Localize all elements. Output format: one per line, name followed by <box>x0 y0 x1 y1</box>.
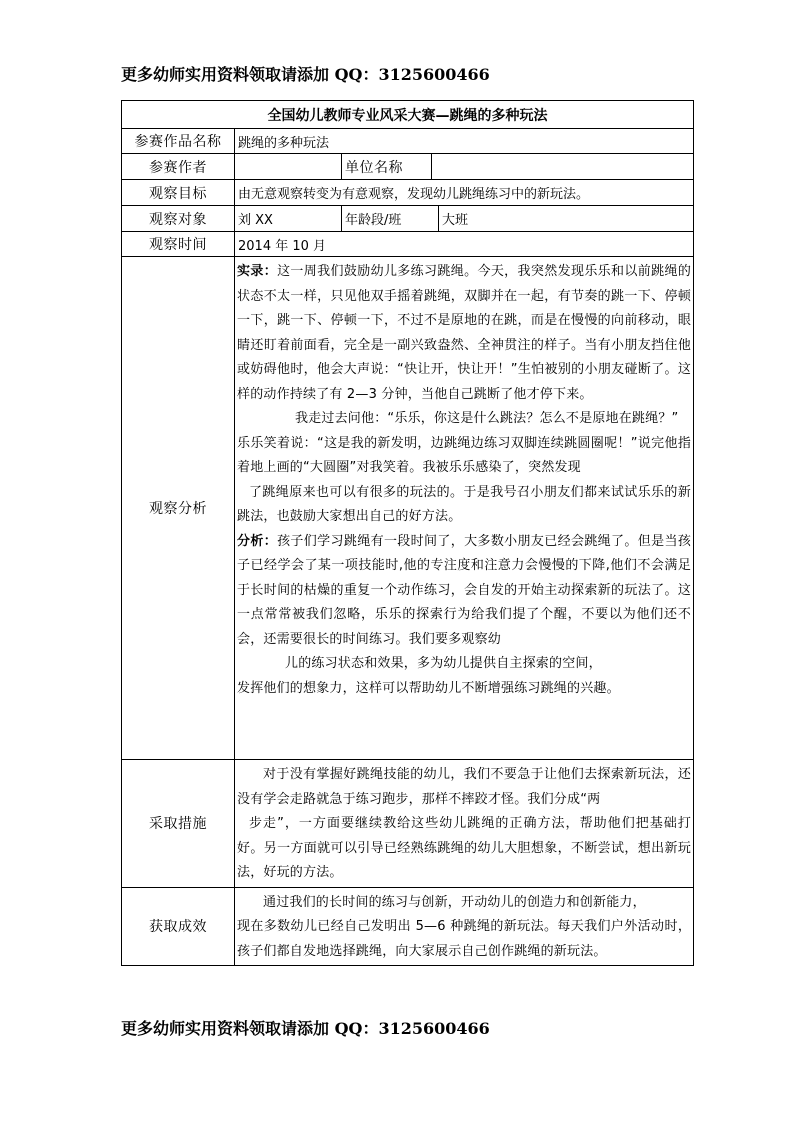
record-paragraph-1 <box>237 260 691 407</box>
time-label: 观察时间 <box>122 232 235 257</box>
goal-value: 由无意观察转变为有意观察，发现幼儿跳绳练习中的新玩法。 <box>235 180 694 206</box>
analysis-content <box>235 257 694 760</box>
unit-label: 单位名称 <box>342 154 432 180</box>
subject-label: 观察对象 <box>122 206 235 232</box>
row-results <box>122 887 694 966</box>
work-name-label: 参赛作品名称 <box>122 129 235 154</box>
analysis-paragraph-3: 发挥他们的想象力，这样可以帮助幼儿不断增强练习跳绳的兴趣。 <box>237 680 620 696</box>
footer-promo-text: 更多幼师实用资料领取请添加 QQ：3125600466 <box>121 1019 490 1038</box>
table-title: 全国幼儿教师专业风采大赛—跳绳的多种玩法 <box>122 101 694 129</box>
record-text-1: 这一周我们鼓励幼儿多练习跳绳。今天，我突然发现乐乐和以前跳绳的状态不太一样，只见他双手摇着跳绳，双脚并在一起，有节奏的跳一下、停顿一下，跳一下、停顿一下，不过不是原地的在跳，而是在慢慢的向前移动，眼睛还盯着前面看，完全是一副兴致盎然、全神贯注的样子。当有小朋友挡住他或妨碍他时，他会大声说：“快让开，快让开！”生怕被别的小朋友碰断了。这样的动作持续了有 2—3 分钟，当他自己跳断了他才停下来。 <box>237 264 692 402</box>
measures-label: 采取措施 <box>122 760 235 888</box>
age-group-value: 大班 <box>439 206 694 232</box>
work-name-value: 跳绳的多种玩法 <box>235 129 694 154</box>
row-goal <box>122 180 694 206</box>
row-measures <box>122 760 694 888</box>
results-label: 获取成效 <box>122 887 235 966</box>
record-paragraph-3: 乐乐笑着说：“这是我的新发明，边跳绳边练习双脚连续跳圆圈呢！”说完他指着地上画的“大圆圈”对我笑着。我被乐乐感染了，突然发现 <box>237 435 692 475</box>
measures-paragraph-1: 对于没有掌握好跳绳技能的幼儿，我们不要急于让他们去探索新玩法，还没有学会走路就急于练习跑步，那样不摔跤才怪。我们分成“两 <box>237 767 692 807</box>
goal-label: 观察目标 <box>122 180 235 206</box>
record-heading: 实录： <box>237 264 278 279</box>
header-promo-text: 更多幼师实用资料领取请添加 QQ：3125600466 <box>121 65 490 84</box>
record-paragraph-2: 我走过去问他：“乐乐，你这是什么跳法？怎么不是原地在跳绳？” <box>295 411 679 426</box>
measures-content <box>235 760 694 888</box>
analysis-text-1: 孩子们学习跳绳有一段时间了，大多数小朋友已经会跳绳了。但是当孩子已经学会了某一项技能时,他的专注度和注意力会慢慢的下降,他们不会满足于长时间的枯燥的重复一个动作练习，会自发的开始主动探索新的玩法了。这一点常常被我们忽略，乐乐的探索行为给我们提了个醒，不要以为他们还不会，还需要很长的时间练习。我们要多观察幼 <box>237 533 692 647</box>
observation-record-table <box>121 100 694 966</box>
age-group-label: 年龄段/班 <box>342 206 439 232</box>
analysis-heading: 分析： <box>237 533 278 549</box>
subject-value: 刘 XX <box>235 206 342 232</box>
author-value <box>235 154 342 180</box>
row-author <box>122 154 694 180</box>
row-time <box>122 232 694 257</box>
measures-paragraph-2: 步走”，一方面要继续教给这些幼儿跳绳的正确方法，帮助他们把基础打好。另一方面就可以引导已经熟练跳绳的幼儿大胆想象，不断尝试，想出新玩法，好玩的方法。 <box>237 816 692 880</box>
table-title-row <box>122 101 694 129</box>
analysis-label: 观察分析 <box>122 257 235 760</box>
analysis-paragraph-1 <box>237 530 691 653</box>
record-paragraph-4: 了跳绳原来也可以有很多的玩法的。于是我号召小朋友们都来试试乐乐的新跳法，也鼓励大家想出自己的好方法。 <box>237 484 692 524</box>
results-paragraph-2: 现在多数幼儿已经自己发明出 5—6 种跳绳的新玩法。每天我们户外活动时，孩子们都自发地选择跳绳，向大家展示自己创作跳绳的新玩法。 <box>237 919 692 959</box>
row-work-name <box>122 129 694 154</box>
row-subject <box>122 206 694 232</box>
results-content <box>235 887 694 966</box>
analysis-paragraph-2: 儿的练习状态和效果，多为幼儿提供自主探索的空间， <box>285 656 602 671</box>
row-analysis <box>122 257 694 760</box>
time-value: 2014 年 10 月 <box>235 232 694 257</box>
unit-value <box>432 154 694 180</box>
author-label: 参赛作者 <box>122 154 235 180</box>
results-paragraph-1: 通过我们的长时间的练习与创新，开动幼儿的创造力和创新能力， <box>263 894 646 910</box>
